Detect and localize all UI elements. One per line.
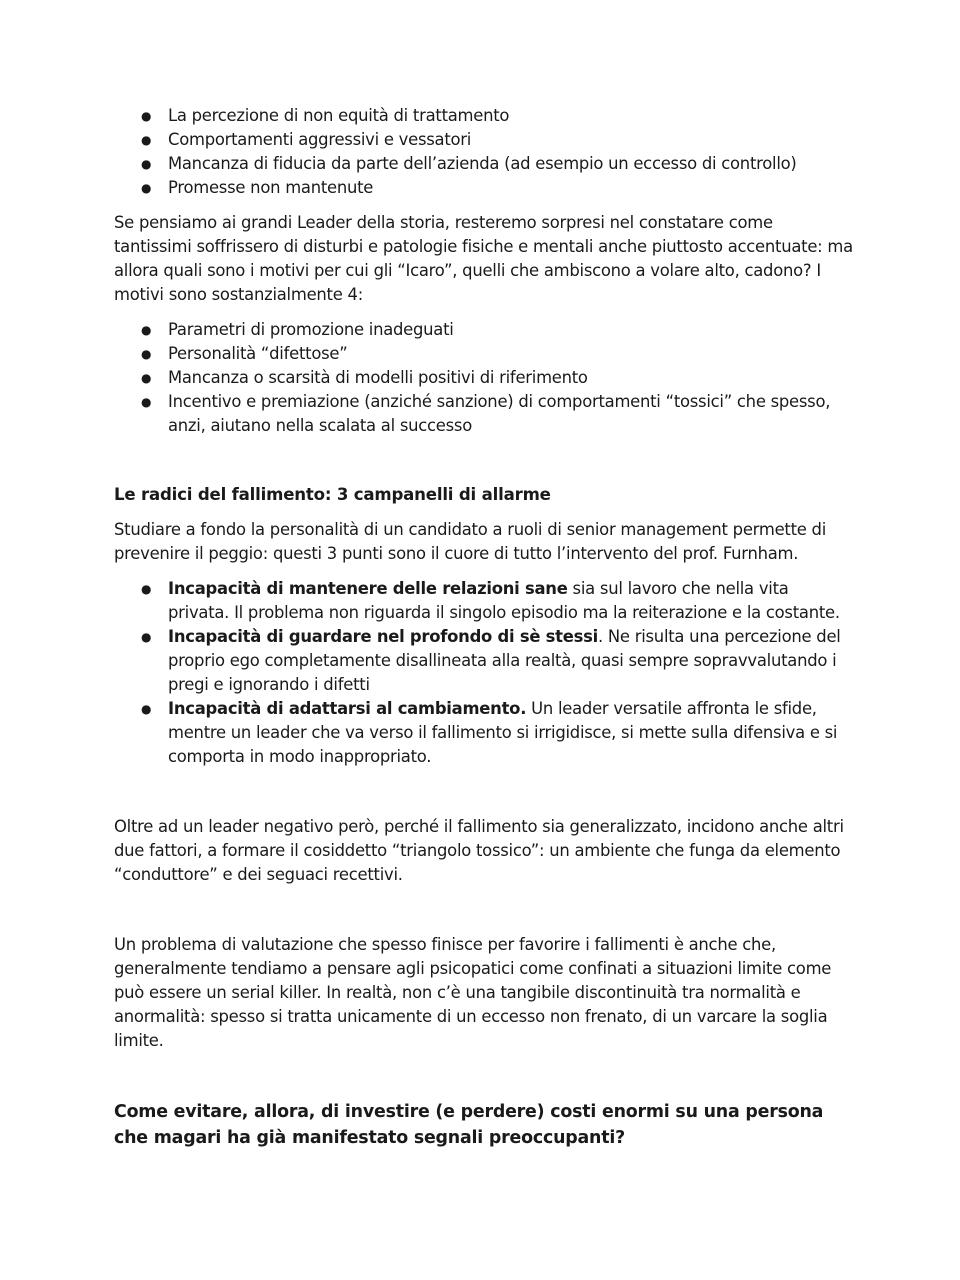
list-item-text: sia sul lavoro che nella vita privata. Il problema non riguarda il singolo episodio ma la reiterazione e la costante. [168, 579, 840, 622]
list-item-bold: Incapacità di adattarsi al cambiamento. [168, 699, 527, 718]
list-item [114, 577, 854, 625]
list-item: ● Parametri di promozione inadeguati [114, 318, 854, 342]
causes-list [114, 104, 854, 200]
list-item: ● Mancanza di fiducia da parte dell’azienda (ad esempio un eccesso di controllo) [114, 152, 854, 176]
list-item-text: . Ne risulta una percezione del proprio ego completamente disallineata alla realtà, quasi sempre sopravvalutando i pregi e ignorando i difetti [168, 627, 841, 694]
reasons-list [114, 318, 854, 438]
problem-paragraph: Un problema di valutazione che spesso finisce per favorire i fallimenti è anche che, generalmente tendiamo a pensare agli psicopatici come confinati a situazioni limite come può essere un serial killer. In realtà, non c’è una tangibile discontinuità tra normalità e anormalità: spesso si tratta unicamente di un eccesso non frenato, di un varcare la soglia limite. [114, 935, 832, 1050]
warning-signs-list [114, 577, 854, 769]
list-item: ● Personalità “difettose” [114, 342, 854, 366]
list-item: ● Promesse non mantenute [114, 176, 854, 200]
list-item: ● La percezione di non equità di trattamento [114, 104, 854, 128]
list-item [114, 697, 854, 769]
list-item-text: Un leader versatile affronta le sfide, mentre un leader che va verso il fallimento si irrigidisce, si mette sulla difensiva e si comporta in modo inappropriato. [168, 699, 838, 766]
list-item: ● Incentivo e premiazione (anziché sanzione) di comportamenti “tossici” che spesso, anzi, aiutano nella scalata al successo [114, 390, 854, 438]
list-item [114, 625, 854, 697]
leaders-paragraph: Se pensiamo ai grandi Leader della storia, resteremo sorpresi nel constatare come tantissimi soffrissero di disturbi e patologie fisiche e mentali anche piuttosto accentuate: ma allora quali sono i motivi per cui gli “Icaro”, quelli che ambiscono a volare alto, cadono? I motivi sono sostanzialmente 4: [114, 213, 853, 304]
study-paragraph: Studiare a fondo la personalità di un candidato a ruoli di senior management permette di prevenire il peggio: questi 3 punti sono il cuore di tutto l’intervento del prof. Furnham. [114, 520, 827, 563]
document-page [114, 104, 854, 1151]
list-item: ● Mancanza o scarsità di modelli positivi di riferimento [114, 366, 854, 390]
list-item-bold: Incapacità di guardare nel profondo di sè stessi [168, 627, 598, 646]
triangle-paragraph: Oltre ad un leader negativo però, perché il fallimento sia generalizzato, incidono anche altri due fattori, a formare il cosiddetto “triangolo tossico”: un ambiente che funga da elemento “conduttore” e dei seguaci recettivi. [114, 817, 844, 884]
list-item: ● Comportamenti aggressivi e vessatori [114, 128, 854, 152]
list-item-bold: Incapacità di mantenere delle relazioni sane [168, 579, 568, 598]
section-heading-roots: Le radici del fallimento: 3 campanelli di allarme [114, 485, 551, 504]
section-heading-question: Come evitare, allora, di investire (e perdere) costi enormi su una persona che magari ha già manifestato segnali preoccupanti? [114, 1102, 824, 1148]
